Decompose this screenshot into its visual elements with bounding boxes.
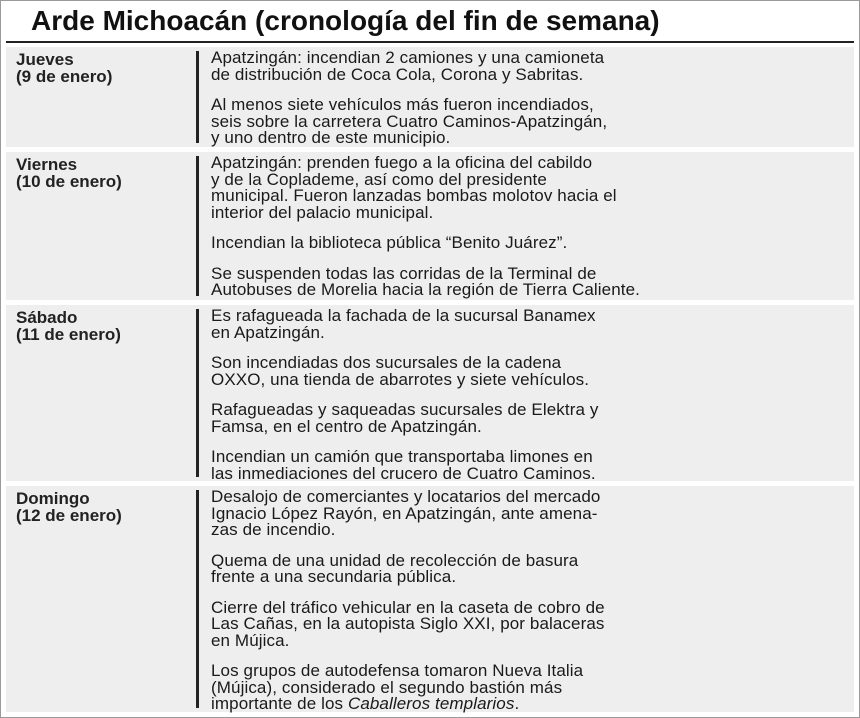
entry	[211, 235, 851, 252]
day-label	[16, 156, 191, 190]
entry-line: Quema de una unidad de recolección de basura	[211, 550, 579, 570]
entry-line: Rafagueadas y saqueadas sucursales de Elektra y	[211, 400, 599, 419]
entries-list	[211, 155, 851, 299]
title-divider	[6, 41, 854, 43]
page-title: Arde Michoacán (cronología del fin de semana)	[31, 5, 660, 36]
entry-line: interior del palacio municipal.	[211, 202, 434, 222]
entry-line: Los grupos de autodefensa tomaron Nueva Italia	[211, 661, 584, 680]
day-label	[16, 490, 191, 524]
entry-line: frente a una secundaria pública.	[211, 567, 457, 586]
day-date: (12 de enero)	[16, 506, 122, 525]
entry-line: zas de incendio.	[211, 520, 336, 539]
entry-line: Desalojo de comerciantes y locatarios del mercado	[211, 487, 601, 506]
entry	[211, 663, 851, 713]
day-label	[16, 51, 191, 85]
entries-list	[211, 489, 851, 713]
entry-line: Apatzingán: incendian 2 camiones y una camioneta	[211, 48, 605, 67]
entry-line: Ignacio López Rayón, en Apatzingán, ante amena-	[211, 503, 598, 523]
entry-line: seis sobre la carretera Cuatro Caminos-Apatzingán,	[211, 111, 608, 131]
day-date: (10 de enero)	[16, 172, 122, 191]
day-name: Domingo	[16, 489, 90, 508]
group-name-italic: Caballeros templarios	[347, 694, 515, 713]
day-name: Viernes	[16, 155, 78, 174]
entry	[211, 489, 851, 539]
section-jueves	[6, 47, 854, 147]
entries-list	[211, 50, 851, 147]
section-sabado	[6, 305, 854, 481]
day-label	[16, 309, 191, 343]
day-date: (11 de enero)	[16, 325, 121, 344]
entry-line: Apatzingán: prenden fuego a la oficina del cabildo	[211, 153, 593, 172]
entry-line: Famsa, en el centro de Apatzingán.	[211, 416, 482, 436]
entry-line: Al menos siete vehículos más fueron incendiados,	[211, 95, 594, 114]
section-domingo	[6, 486, 854, 712]
line-punctuation: .	[514, 694, 520, 713]
day-name: Jueves	[16, 50, 74, 69]
day-date: (9 de enero)	[16, 67, 113, 86]
entry-line: y de la Coplademe, así como del presidente	[211, 169, 547, 189]
section-divider	[196, 490, 199, 708]
entry-line: Son incendiadas dos sucursales de la cadena	[211, 353, 562, 372]
entry	[211, 50, 851, 83]
entry-line: Es rafagueada la fachada de la sucursal Banamex	[211, 306, 596, 325]
entry	[211, 155, 851, 221]
section-divider	[196, 309, 199, 477]
entry-line: Se suspenden todas las corridas de la Terminal de	[211, 263, 597, 283]
entry-line: las inmediaciones del crucero de Cuatro Caminos.	[211, 463, 596, 483]
section-viernes	[6, 152, 854, 300]
entry-line	[211, 696, 851, 713]
entry-line: Cierre del tráfico vehicular en la caseta de cobro de	[211, 597, 605, 617]
entry	[211, 355, 851, 388]
entry	[211, 597, 851, 650]
entries-list	[211, 308, 851, 482]
entry-line: y uno dentro de este municipio.	[211, 128, 451, 147]
entry-line: (Mújica), considerado el segundo bastión más	[211, 677, 563, 697]
day-name: Sábado	[16, 308, 78, 327]
entry	[211, 550, 851, 586]
section-divider	[196, 51, 199, 143]
entry-line: Incendian la biblioteca pública “Benito Juárez”.	[211, 233, 568, 252]
entry	[211, 263, 851, 299]
line-text: importante de los	[211, 694, 348, 713]
entry-line: en Apatzingán.	[211, 322, 325, 342]
entry	[211, 402, 851, 435]
entry	[211, 449, 851, 482]
entry	[211, 308, 851, 341]
entry-line: Las Cañas, en la autopista Siglo XXI, por balaceras	[211, 614, 605, 633]
entry-line: OXXO, una tienda de abarrotes y siete vehículos.	[211, 369, 590, 389]
entry-line: en Mújica.	[211, 630, 290, 650]
section-divider	[196, 156, 199, 296]
entry-line: de distribución de Coca Cola, Corona y Sabritas.	[211, 64, 584, 84]
entry-line: Autobuses de Morelia hacia la región de Tierra Caliente.	[211, 280, 640, 299]
entry	[211, 97, 851, 147]
entry-line: municipal. Fueron lanzadas bombas molotov hacia el	[211, 186, 617, 205]
entry-line: Incendian un camión que transportaba limones en	[211, 447, 593, 466]
